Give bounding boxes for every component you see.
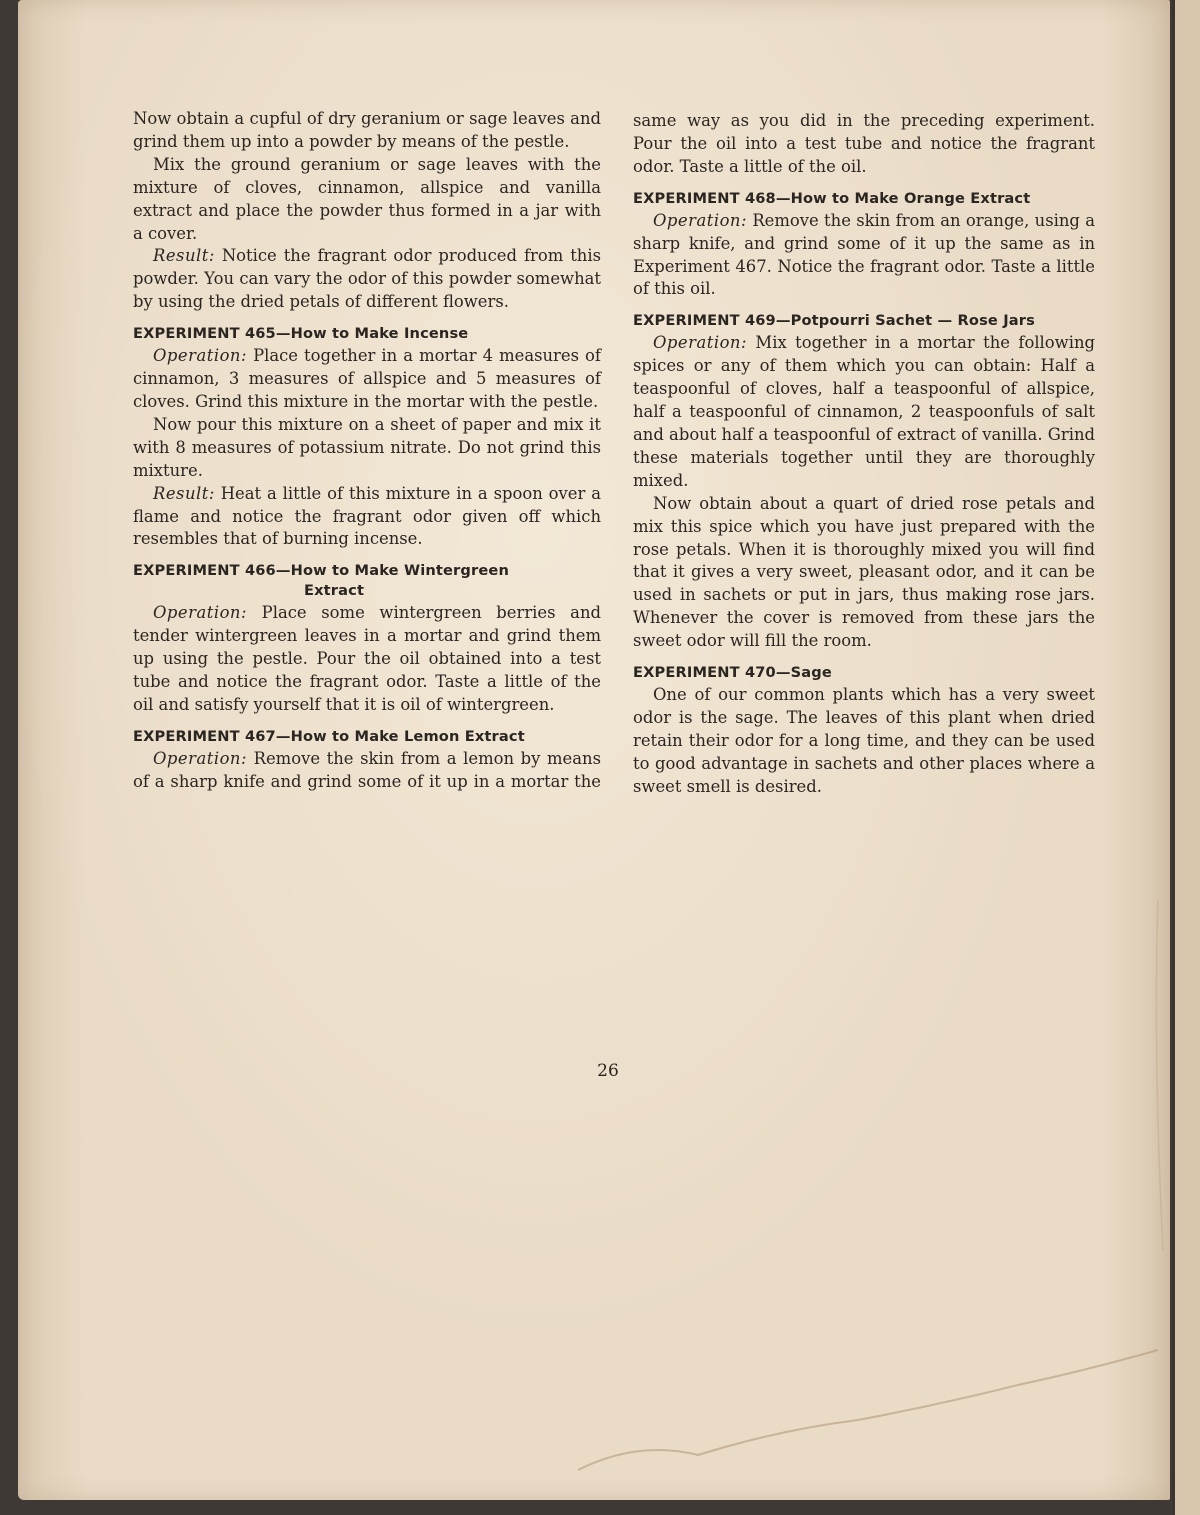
- exp469-operation-paragraph: [633, 332, 1095, 492]
- exp465-result-paragraph: [133, 483, 601, 552]
- result-text: Heat a little of this mixture in a spoon over a flame and notice the fragrant odor given off which resembles that of burning incense.: [133, 483, 601, 549]
- exp466-operation-paragraph: [133, 602, 601, 717]
- intro-paragraph-1: Now obtain a cupful of dry geranium or sage leaves and grind them up into a powder by means of the pestle.: [133, 109, 601, 151]
- operation-label: Operation:: [153, 346, 248, 366]
- exp466-heading-line-1: EXPERIMENT 466—How to Make Wintergreen: [133, 562, 509, 580]
- left-column: [133, 108, 601, 794]
- exp465-operation-paragraph: [133, 345, 601, 414]
- exp470-paragraph: One of our common plants which has a very sweet odor is the sage. The leaves of this plant when dried retain their odor for a long time, and they can be used to good advantage in sachets and other places where a sweet smell is desired.: [633, 685, 1095, 796]
- operation-label: Operation:: [653, 210, 748, 230]
- experiment-468-heading: EXPERIMENT 468—How to Make Orange Extract: [633, 189, 1031, 207]
- operation-text: Mix together in a mortar the following spices or any of them which you can obtain: Half a teaspoonful of cloves, half a teaspoonful of allspice, half a teaspoonful of cinnamon, 2 teaspoonfuls of salt and about half a teaspoonful of extract of vanilla. Grind these materials together until they are thoroughly mixed.: [633, 333, 1095, 490]
- page-number: 26: [597, 1061, 619, 1081]
- exp467-operation-paragraph: [133, 748, 601, 794]
- facing-page-edge: [1172, 0, 1200, 1515]
- operation-text: Remove the skin from a lemon by means of a sharp knife and grind some of it up in a mortar the: [133, 748, 601, 791]
- operation-text: Place together in a mortar 4 measures of cinnamon, 3 measures of allspice and 5 measures of cloves. Grind this mixture in the mortar with the pestle.: [133, 346, 601, 411]
- operation-label: Operation:: [653, 333, 748, 353]
- operation-label: Operation:: [153, 748, 248, 768]
- intro-paragraph-2: Mix the ground geranium or sage leaves with the mixture of cloves, cinnamon, allspice and vanilla extract and place the powder thus formed in a jar with a cover.: [133, 154, 601, 243]
- experiment-469-heading: EXPERIMENT 469—Potpourri Sachet — Rose Jars: [633, 312, 1035, 330]
- exp469-paragraph-2: Now obtain about a quart of dried rose petals and mix this spice which you have just prepared with the rose petals. When it is thoroughly mixed you will find that it gives a very sweet, pleasant odor, and it can be used in sachets or put in jars, thus making rose jars. Whenever the cover is removed from these jars the sweet odor will fill the room.: [633, 493, 1095, 651]
- experiment-467-heading: EXPERIMENT 467—How to Make Lemon Extract: [133, 727, 525, 745]
- operation-text: Place some wintergreen berries and tender wintergreen leaves in a mortar and grind them up using the pestle. Pour the oil obtained into a test tube and notice the fragrant odor. Taste a little of the oil and satisfy yourself that it is oil of wintergreen.: [133, 603, 601, 714]
- exp466-heading-line-2: Extract: [304, 582, 365, 600]
- crease-mark: [1156, 900, 1163, 1250]
- experiment-466-heading: [133, 561, 601, 601]
- right-column: [633, 110, 1095, 799]
- intro-result-paragraph: [133, 245, 601, 314]
- experiment-470-heading: EXPERIMENT 470—Sage: [633, 664, 832, 682]
- operation-label: Operation:: [153, 603, 248, 623]
- result-text: Notice the fragrant odor produced from this powder. You can vary the odor of this powder somewhat by using the dried petals of different flowers.: [133, 246, 601, 312]
- exp465-paragraph-2: Now pour this mixture on a sheet of paper and mix it with 8 measures of potassium nitrate. Do not grind this mixture.: [133, 414, 601, 480]
- experiment-465-heading: EXPERIMENT 465—How to Make Incense: [133, 325, 469, 343]
- operation-text: Remove the skin from an orange, using a sharp knife, and grind some of it up the same as in Experiment 467. Notice the fragrant odor. Taste a little of this oil.: [633, 210, 1095, 299]
- result-label: Result:: [153, 246, 215, 266]
- booklet-page: [18, 0, 1170, 1500]
- exp468-operation-paragraph: [633, 210, 1095, 302]
- result-label: Result:: [153, 483, 215, 503]
- exp467-continuation-paragraph: same way as you did in the preceding experiment. Pour the oil into a test tube and notice the fragrant odor. Taste a little of the oil.: [633, 111, 1095, 176]
- stain-mark: [578, 1350, 1158, 1470]
